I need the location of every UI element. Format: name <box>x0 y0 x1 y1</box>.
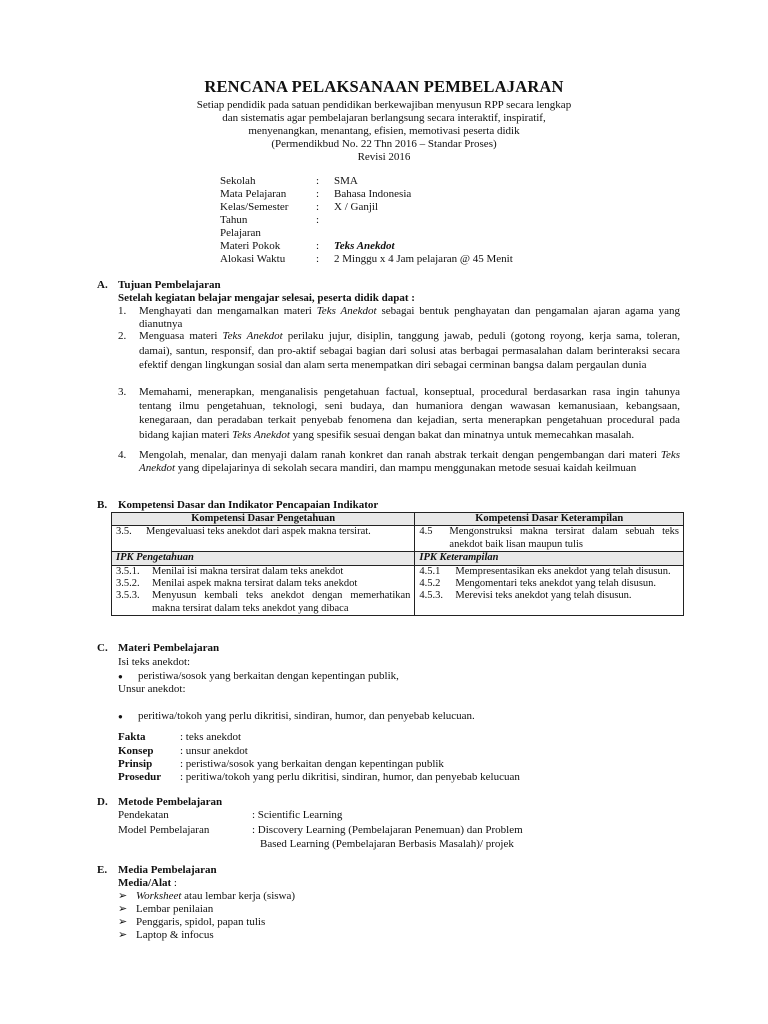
identity-value: Bahasa Indonesia <box>334 188 412 200</box>
list-item <box>118 890 295 903</box>
subtitle-line: dan sistematis agar pembelajaran berlangsung secara interaktif, inspiratif, <box>222 112 546 124</box>
list-item <box>118 670 399 683</box>
identity-colon: : <box>316 214 320 226</box>
model-label: Model Pembelajaran <box>118 824 210 836</box>
ipk-pengetahuan-title: IPK Pengetahuan <box>112 552 415 565</box>
item-text: Penggaris, spidol, papan tulis <box>136 916 266 928</box>
identity-value: X / Ganjil <box>334 201 378 213</box>
list-item <box>118 903 213 916</box>
list-item <box>118 305 680 331</box>
section-b-heading <box>97 499 378 512</box>
identity-value: SMA <box>334 175 358 187</box>
item-emphasis: Teks Anekdot <box>222 330 283 342</box>
list-item <box>118 929 214 942</box>
identity-key: Tahun <box>220 214 248 226</box>
ipk-pengetahuan-cell <box>112 565 415 616</box>
ipk-number: 4.5.2 <box>419 578 441 590</box>
document-title: RENCANA PELAKSANAAN PEMBELAJARAN <box>204 77 564 96</box>
item-text: Mengolah, menalar, dan menyaji dalam ranah konkret dan ranah abstrak terkait dengan pengembangan dari materi <box>139 449 661 461</box>
media-alat-label <box>118 877 177 890</box>
model-value-line-2: Based Learning (Pembelajaran Berbasis Masalah)/ projek <box>260 838 514 850</box>
ipk-number: 3.5.2. <box>116 578 140 590</box>
item-emphasis: Teks Anekdot <box>139 449 680 474</box>
item-text: sebagai bentuk penghayatan dan pengamalan ajaran agama yang dianutnya <box>139 305 681 330</box>
item-text: Memahami, menerapkan, menganalisis pengetahuan factual, konseptual, procedural berdasarkan rasa ingin tahunya tentang ilmu pengetahuan, teknologi, seni budaya, dan humaniora dengan wawasan kemanusiaan, kebangsaan, kenegaraan, dan peradaban terkait penyebab fenomena dan kejadian, serta menerapkan pengetahuan procedural pada bidang kajian materi <box>139 386 680 441</box>
section-letter: E. <box>97 864 108 876</box>
item-text: Menghayati dan mengamalkan materi <box>139 305 317 317</box>
ipk-text: Merevisi teks anekdot yang telah disusun. <box>455 590 632 602</box>
list-item <box>118 329 680 373</box>
subtitle-line: (Permendikbud No. 22 Thn 2016 – Standar Proses) <box>271 138 497 150</box>
kompetensi-table <box>111 512 684 616</box>
table-header-keterampilan: Kompetensi Dasar Keterampilan <box>415 513 684 526</box>
bullet-icon: ● <box>118 712 123 721</box>
identity-colon: : <box>316 201 320 213</box>
item-text: Lembar penilaian <box>136 903 214 915</box>
identity-row-materi <box>220 240 640 253</box>
section-letter: A. <box>97 279 108 291</box>
ipk-keterampilan-cell <box>415 565 684 616</box>
bullet-text: peritiwa/tokoh yang perlu dikritisi, sindiran, humor, dan penyebab kelucuan. <box>138 710 475 722</box>
section-a-heading <box>97 279 221 292</box>
ipk-number: 4.5.3. <box>419 590 444 602</box>
subtitle-line: Setiap pendidik pada satuan pendidikan berkewajiban menyusun RPP secara lengkap <box>196 99 572 111</box>
kd-text: Mengevaluasi teks anekdot dari aspek makna tersirat. <box>146 526 371 538</box>
section-e-heading <box>97 864 217 877</box>
section-title: Materi Pembelajaran <box>118 642 220 654</box>
item-emphasis: Teks Anekdot <box>232 428 290 441</box>
kd-number: 4.5 <box>419 526 433 538</box>
section-letter: C. <box>97 642 108 654</box>
identity-key: Pelajaran <box>220 227 261 239</box>
section-title: Tujuan Pembelajaran <box>118 279 221 291</box>
kd-text: Mengonstruksi makna tersirat dalam sebuah teks anekdot baik lisan maupun tulis <box>449 526 679 550</box>
identity-colon: : <box>316 240 320 252</box>
bullet-text: peristiwa/sosok yang berkaitan dengan kepentingan publik, <box>138 670 399 682</box>
identity-row-pelajaran <box>220 227 640 240</box>
list-item <box>118 710 475 723</box>
identity-colon: : <box>316 188 320 200</box>
definition-value: : peristiwa/sosok yang berkaitan dengan kepentingan publik <box>180 758 444 770</box>
section-title: Kompetensi Dasar dan Indikator Pencapaian Indikator <box>118 499 379 511</box>
arrow-bullet-icon: ➢ <box>118 929 128 941</box>
list-number: 2. <box>118 330 127 342</box>
section-d-heading <box>97 796 222 809</box>
media-alat-colon: : <box>171 877 177 889</box>
identity-colon: : <box>316 253 320 265</box>
list-item <box>118 449 680 475</box>
identity-key: Mata Pelajaran <box>220 188 287 200</box>
item-text: Laptop & infocus <box>136 929 214 941</box>
identity-row-kelas <box>220 201 640 214</box>
ipk-keterampilan-title: IPK Keterampilan <box>415 552 684 565</box>
identity-key: Materi Pokok <box>220 240 281 252</box>
arrow-bullet-icon: ➢ <box>118 916 128 928</box>
identity-row-alokasi <box>220 253 640 266</box>
section-title: Metode Pembelajaran <box>118 796 223 808</box>
ipk-text: Mengomentari teks anekdot yang telah disusun. <box>455 578 657 590</box>
ipk-number: 4.5.1 <box>419 565 441 577</box>
ipk-text: Menilai aspek makna tersirat dalam teks anekdot <box>152 578 358 590</box>
identity-key: Alokasi Waktu <box>220 253 286 265</box>
ipk-text: Menyusun kembali teks anekdot dengan memerhatikan makna tersirat dalam teks anekdot yang dibaca <box>152 590 411 614</box>
ipk-text: Mempresentasikan eks anekdot yang telah disusun. <box>455 565 671 577</box>
definition-key: Prinsip <box>118 758 153 770</box>
identity-row-tahun <box>220 214 640 227</box>
arrow-bullet-icon: ➢ <box>118 903 128 915</box>
subtitle-line: menyenangkan, menantang, efisien, memotivasi peserta didik <box>248 125 520 137</box>
subtitle-line: Revisi 2016 <box>357 151 411 163</box>
bullet-icon: ● <box>118 672 123 681</box>
identity-row-sekolah <box>220 175 640 188</box>
kd-pengetahuan-cell <box>112 526 415 552</box>
ipk-number: 3.5.3. <box>116 590 140 602</box>
section-c-heading <box>97 642 219 655</box>
item-text: atau lembar kerja (siswa) <box>181 890 296 902</box>
ipk-number: 3.5.1. <box>116 565 140 577</box>
ipk-text: Menilai isi makna tersirat dalam teks anekdot <box>152 565 344 577</box>
unsur-label: Unsur anekdot: <box>118 683 186 695</box>
table-header-pengetahuan: Kompetensi Dasar Pengetahuan <box>112 513 415 526</box>
item-text: Menguasa materi <box>139 330 223 342</box>
item-text: perilaku jujur, disiplin, tanggung jawab, peduli (gotong royong, kerja sama, toleran, damai), santun, responsif, dan pro-aktif sebagai bagian dari solusi atas berbagai permasalahan dalam berinteraksi secara efektif dengan lingkungan sosial dan alam serta menempatkan diri sebagai cerminan bangsa dalam pergaulan dunia <box>139 330 680 371</box>
list-number: 3. <box>118 386 127 398</box>
identity-colon: : <box>316 175 320 187</box>
item-text: yang dipelajarinya di sekolah secara mandiri, dan mampu menggunakan metode sesuai kaidah keilmuan <box>175 462 637 474</box>
list-number: 4. <box>118 449 127 461</box>
item-emphasis: Teks Anekdot <box>316 305 377 317</box>
pendekatan-value: : Scientific Learning <box>252 809 343 821</box>
definition-value: : unsur anekdot <box>180 745 248 757</box>
list-item <box>118 385 680 442</box>
definition-key: Konsep <box>118 745 154 757</box>
section-title: Media Pembelajaran <box>118 864 217 876</box>
identity-key: Kelas/Semester <box>220 201 289 213</box>
definition-value: : peritiwa/tokoh yang perlu dikritisi, sindiran, humor, dan penyebab kelucuan <box>180 771 520 783</box>
definition-value: : teks anekdot <box>180 731 242 743</box>
section-a-intro: Setelah kegiatan belajar mengajar selesai, peserta didik dapat : <box>118 292 415 304</box>
identity-row-mapel <box>220 188 640 201</box>
arrow-bullet-icon: ➢ <box>118 890 128 902</box>
identity-key: Sekolah <box>220 175 256 187</box>
media-alat-title: Media/Alat <box>118 877 172 889</box>
pendekatan-label: Pendekatan <box>118 809 169 821</box>
identity-value: 2 Minggu x 4 Jam pelajaran @ 45 Menit <box>334 253 513 265</box>
section-letter: D. <box>97 796 108 808</box>
definition-key: Prosedur <box>118 771 162 783</box>
isi-label: Isi teks anekdot: <box>118 656 191 668</box>
section-letter: B. <box>97 499 108 511</box>
item-emphasis: Worksheet <box>136 890 182 902</box>
list-item <box>118 916 265 929</box>
identity-value: Teks Anekdot <box>334 240 395 252</box>
item-text: yang spesifik sesuai dengan bakat dan minatnya untuk memecahkan masalah. <box>289 428 635 441</box>
kd-number: 3.5. <box>116 526 132 538</box>
definition-key: Fakta <box>118 731 146 743</box>
model-value-line-1: : Discovery Learning (Pembelajaran Penemuan) dan Problem <box>252 824 523 836</box>
kd-keterampilan-cell <box>415 526 684 552</box>
list-number: 1. <box>118 305 127 317</box>
